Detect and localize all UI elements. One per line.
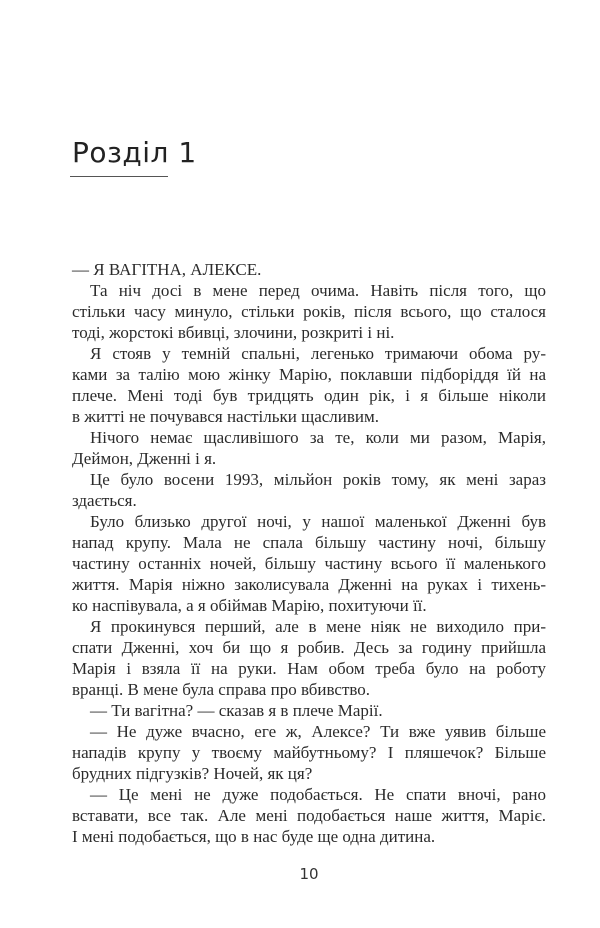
text-line: — Це мені не дуже подобається. Не спати вночі, рано	[90, 785, 546, 804]
paragraph	[72, 343, 546, 427]
text-line: Деймон, Дженні і я.	[72, 449, 217, 468]
text-line: Нічого немає щасливішого за те, коли ми разом, Марія,	[90, 428, 546, 447]
text-line: напад крупу. Мала не спала більшу частину ночі, більшу	[72, 533, 546, 552]
text-line: в житті не почувався настільки щасливим.	[72, 407, 380, 426]
chapter-title: Розділ 1	[72, 136, 197, 169]
text-line: Я стояв у темній спальні, легенько тримаючи обома ру-	[90, 344, 546, 363]
text-line: ко наспівувала, а я обіймав Марію, похитуючи її.	[72, 596, 427, 615]
text-line: життя. Марія ніжно заколисувала Дженні на руках і тихень-	[72, 575, 546, 594]
text-line: тоді, жорстокі вбивці, злочини, розкриті і ні.	[72, 323, 395, 342]
paragraph	[72, 616, 546, 700]
text-line: нападів крупу у твоєму майбутньому? І пляшечок? Більше	[72, 743, 546, 762]
text-line: частину останніх ночей, більшу частину всього її маленького	[72, 554, 546, 573]
text-line: плече. Мені тоді був тридцять один рік, і я більше ніколи	[72, 386, 546, 405]
text-line: брудних підгузків? Ночей, як ця?	[72, 764, 313, 783]
paragraph	[72, 511, 546, 616]
chapter-title-underline	[70, 176, 168, 177]
text-line: вранці. В мене була справа про вбивство.	[72, 680, 371, 699]
paragraph	[72, 427, 546, 469]
text-line: Я прокинувся перший, але в мене ніяк не виходило при-	[90, 617, 546, 636]
text-line: спати Дженні, хоч би що я робив. Десь за годину прийшла	[72, 638, 546, 657]
paragraph	[72, 469, 546, 511]
page-content	[72, 259, 546, 884]
text-line: — Не дуже вчасно, еге ж, Алексе? Ти вже уявив більше	[90, 722, 546, 741]
page-body	[72, 259, 546, 847]
paragraph	[72, 784, 546, 847]
text-line: Марія і взяла її на руки. Нам обом треба було на роботу	[72, 659, 546, 678]
text-line: стільки часу минуло, стільки років, після всього, що сталося	[72, 302, 546, 321]
text-line: вставати, все так. Але мені подобається наше життя, Маріє.	[72, 806, 546, 825]
text-line: І мені подобається, що в нас буде ще одна дитина.	[72, 827, 436, 846]
text-line: — Ти вагітна? — сказав я в плече Марії.	[90, 701, 383, 720]
text-line: Це було восени 1993, мільйон років тому, як мені зараз	[90, 470, 546, 489]
text-line: — Я ВАГІТНА, АЛЕКСЕ.	[72, 260, 262, 279]
text-line: ками за талію мою жінку Марію, поклавши підборіддя їй на	[72, 365, 546, 384]
paragraph	[72, 700, 546, 721]
paragraph	[72, 280, 546, 343]
text-line: здається.	[72, 491, 137, 510]
paragraph	[72, 259, 546, 280]
text-line: Було близько другої ночі, у нашої маленької Дженні був	[90, 512, 546, 531]
text-line: Та ніч досі в мене перед очима. Навіть після того, що	[90, 281, 546, 300]
paragraph	[72, 721, 546, 784]
page-number: 10	[299, 865, 319, 883]
